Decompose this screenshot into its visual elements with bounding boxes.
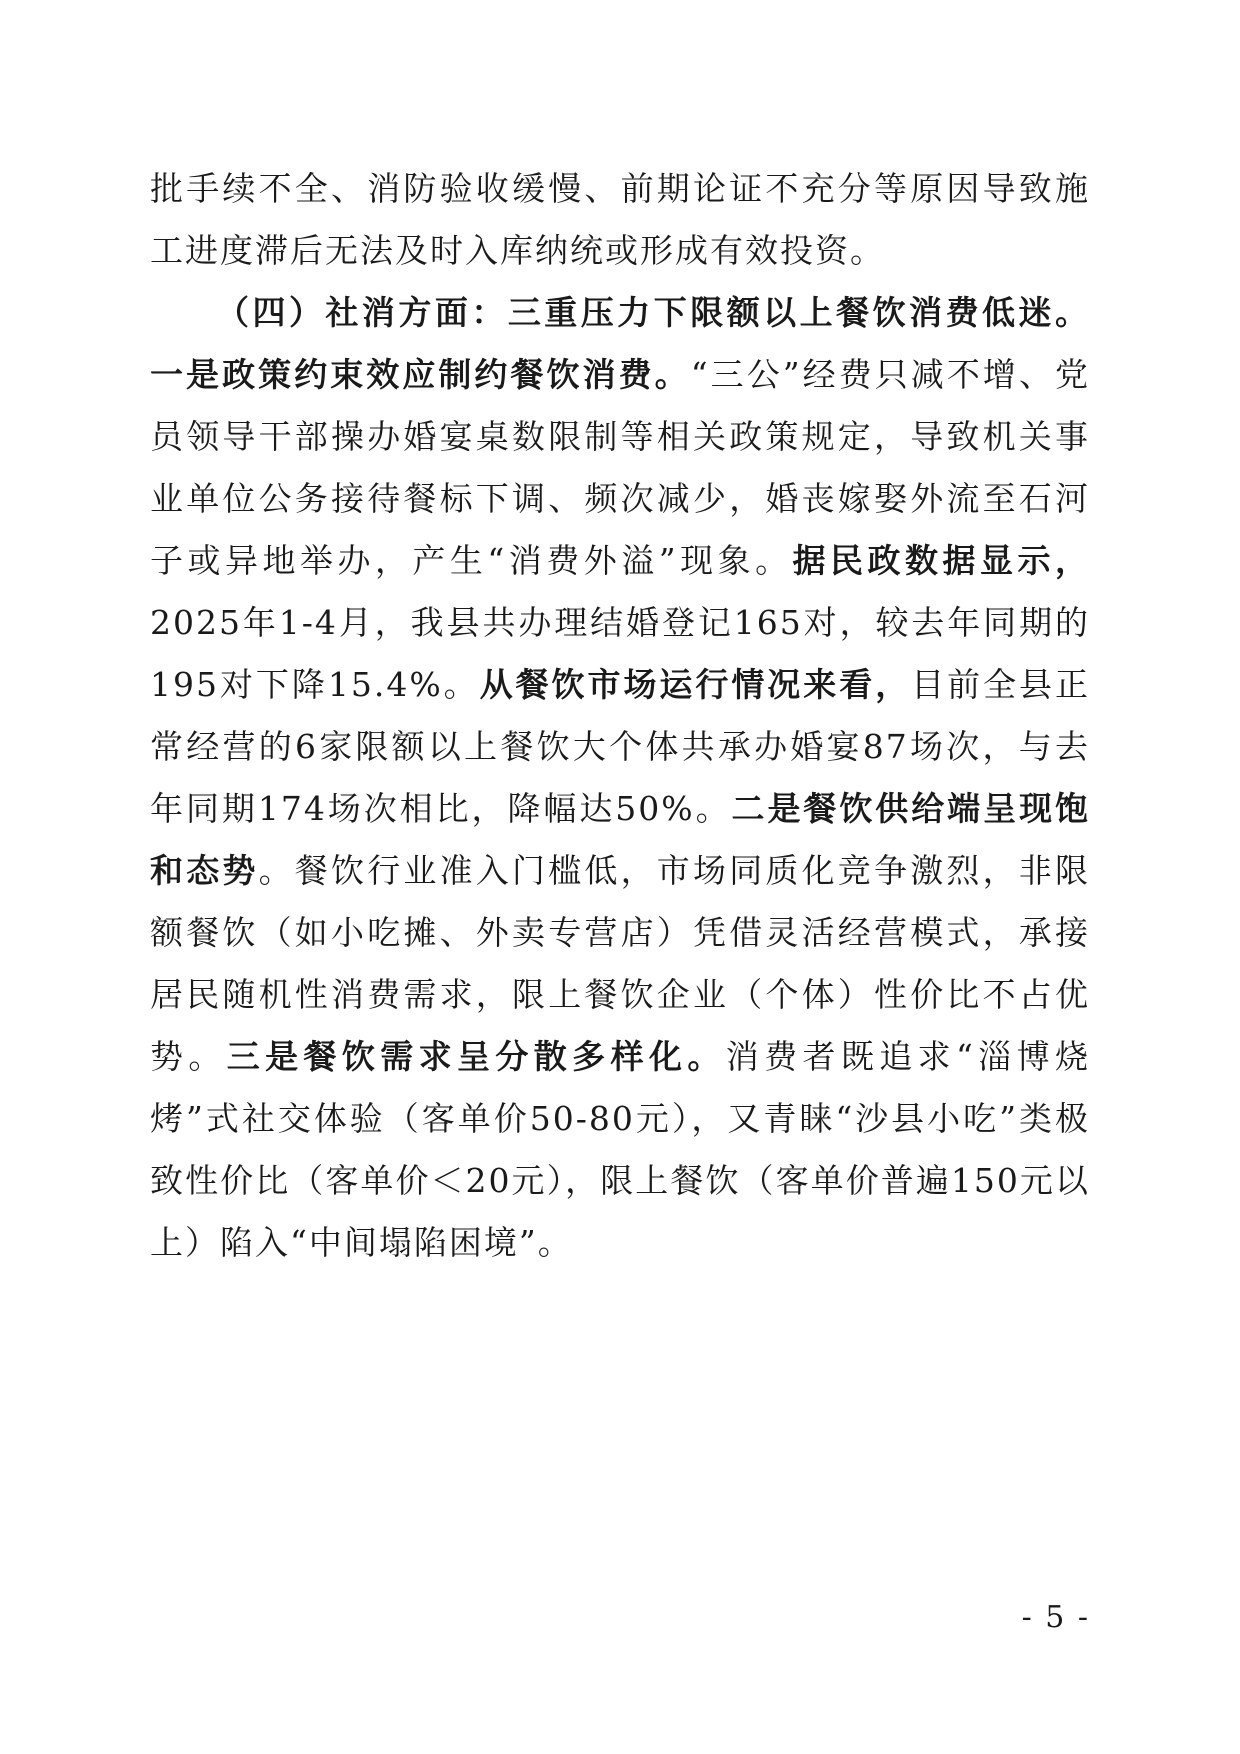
point1-title: 一是政策约束效应制约餐饮消费。 bbox=[150, 355, 691, 394]
continued-paragraph-text: 批手续不全、消防验收缓慢、前期论证不充分等原因导致施工进度滞后无法及时入库纳统或形成有效投资。 bbox=[150, 169, 1090, 270]
point3-title: 三是餐饮需求呈分散多样化。 bbox=[226, 1037, 726, 1076]
continued-paragraph bbox=[150, 158, 1090, 282]
data2-text: 目前全县正常经营的6家限额以上餐饮大个体共承办婚宴87场次，与去年同期174场次相比，降幅达50%。 bbox=[150, 665, 1091, 828]
point3-text: 消费者既追求“淄博烧烤”式社交体验（客单价50-80元），又青睐“沙县小吃”类极致性价比（客单价＜20元），限上餐饮（客单价普遍150元以上）陷入“中间塌陷困境”。 bbox=[150, 1037, 1091, 1262]
data2-title: 从餐饮市场运行情况来看， bbox=[479, 665, 912, 704]
data1-title: 据民政数据显示， bbox=[792, 541, 1090, 580]
body-text bbox=[150, 158, 1090, 1274]
point1-text: “三公”经费只减不增、党员领导干部操办婚宴桌数限制等相关政策规定，导致机关事业单位公务接待餐标下调、频次减少，婚丧嫁娶外流至石河子或异地举办，产生“消费外溢”现象。 bbox=[150, 355, 1091, 580]
point2-title: 二是餐饮供给端呈现饱和态势 bbox=[150, 789, 1091, 890]
section-heading: （四）社消方面：三重压力下限额以上餐饮消费低迷。 bbox=[216, 293, 1090, 332]
section-paragraph bbox=[150, 282, 1090, 1274]
data1-text: 2025年1-4月，我县共办理结婚登记165对，较去年同期的195对下降15.4%。 bbox=[150, 603, 1090, 704]
point2-text: 。餐饮行业准入门槛低，市场同质化竞争激烈，非限额餐饮（如小吃摊、外卖专营店）凭借灵活经营模式，承接居民随机性消费需求，限上餐饮企业（个体）性价比不占优势。 bbox=[150, 851, 1091, 1076]
page-number: - 5 - bbox=[1021, 1600, 1090, 1635]
